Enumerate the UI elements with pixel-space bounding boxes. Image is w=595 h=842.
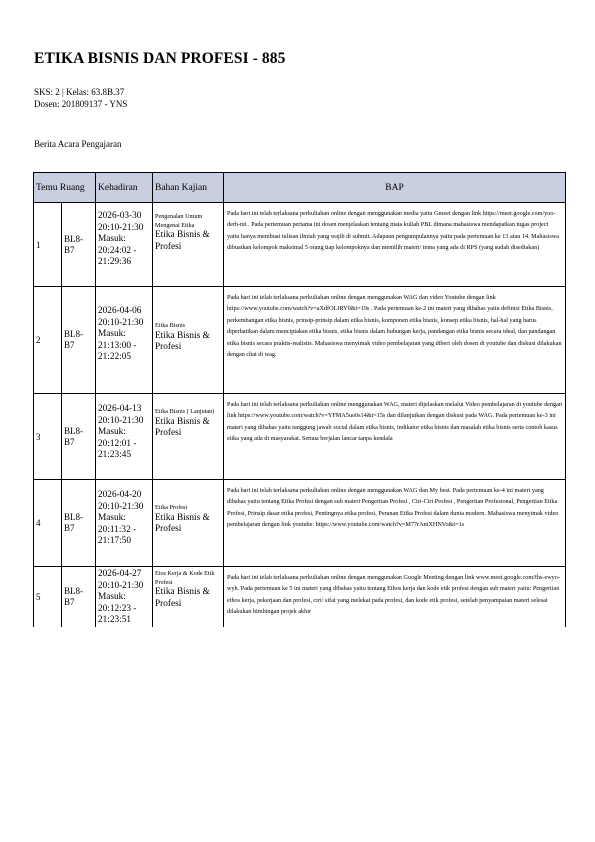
status: Masuk:	[98, 427, 126, 438]
waktu-masuk: 20:24:02 -	[98, 245, 137, 256]
cell-temu: 2	[34, 287, 62, 394]
waktu-keluar: 21:23:45	[98, 450, 132, 461]
jadwal: 20:10-21:30	[98, 222, 144, 233]
dosen-info: Dosen: 201809137 - YNS	[34, 99, 128, 109]
header-ruang: Ruang	[59, 182, 85, 193]
cell-bahan-kajian	[153, 567, 224, 627]
waktu-masuk: 20:12:01 -	[98, 438, 137, 449]
waktu-masuk: 21:13:00 -	[98, 340, 137, 351]
topik: Etos Kerja & Kode Etik Profesi	[155, 570, 215, 586]
cell-bap: Pada hari ini telah terlaksana perkuliahan online dengan menggunakan media yaitu Gmeet dengan link https://meet.google.com/yoo-derh-nit . Pada pertemuan pertama ini dosen menjelaskan tentang mata kuliah PBL dimana mahasiswa mendapatkan tugas project yaitu hanya membuat tulisan ilmiah yang wajib di submit. Adapaun pengumpulannya yaitu pada pertemuan ke 13 atau 14. Mahasiswa dibuatkan kelompok maksimal 5 orang tiap kelompoknya dan memilih materi/ tema yang ada di RPS (yang sudah disediakan)	[224, 203, 566, 287]
cell-ruang: BL8-B7	[62, 394, 96, 480]
matkul: Etika Bisnis & Profesi	[155, 587, 210, 609]
cell-bahan-kajian	[153, 480, 224, 567]
jadwal: 20:10-21:30	[98, 501, 144, 512]
cell-temu: 3	[34, 394, 62, 480]
cell-ruang: BL8-B7	[62, 567, 96, 627]
header-temu-ruang	[34, 173, 96, 203]
cell-bap: Pada hari ini telah terlaksana perkuliahan online dengan menggunakan WAG dan video Youtube dengan link https://www.youtube.com/watch?v=aXdfOLIRY0&t=19s . Pada pertemuan ke-2 ini materi yang dibahas yaitu definisi Etika Bisnis, perkembangan etika bisnis, prinsip-prinsip dalam etika bisnis, komponen etika bisnis, konsep etika bisnis, hal-hal yang harus diperhatikan dalam menciptakan etika bisnis, etika bisnis dalam hubungan kerja, pandangan etika bisnis secara ideal, dan pandangan etika bisnis secara praktis-realistis. Mahasiswa menyimak video pembelajaran yang diberi oleh dosen di youtube dan diskusi dilakukan dengan chat di wag.	[224, 287, 566, 394]
sks-kelas-info: SKS: 2 | Kelas: 63.8B.37	[34, 87, 125, 97]
cell-ruang: BL8-B7	[62, 480, 96, 567]
status: Masuk:	[98, 592, 126, 603]
tanggal: 2026-04-06	[98, 306, 142, 316]
topik: Etika Profesi	[155, 504, 188, 511]
bap-table	[33, 172, 566, 627]
jadwal: 20:10-21:30	[98, 317, 144, 328]
cell-ruang: BL8-B7	[62, 203, 96, 287]
cell-kehadiran	[96, 203, 153, 287]
cell-bahan-kajian	[153, 203, 224, 287]
cell-ruang: BL8-B7	[62, 287, 96, 394]
cell-temu: 1	[34, 203, 62, 287]
tanggal: 2026-04-27	[98, 569, 142, 579]
header-bap: BAP	[224, 173, 566, 203]
header-temu: Temu	[36, 182, 58, 193]
cell-bap: Pada hari ini telah terlaksana perkuliahan online menggunakan WAG, materi dijelaskan melalui Video pembelajaran di youtube dengan link https://www.youtube.com/watch?v=YFMA5uo0s14&t=15s dan dilanjutkan dengan diskusi pada WAG. Pada pertemuan ke-3 ini materi yang dibahas yaitu tanggung jawab social dalam etika bisnis, indikator etika bisnis dan masalah etika bisnis serta contoh kasus etika yang ada di masyarakat. Semua berjalan lancar tanpa kendala	[224, 394, 566, 480]
cell-temu: 4	[34, 480, 62, 567]
tanggal: 2026-03-30	[98, 211, 142, 221]
table-row	[34, 287, 566, 394]
matkul: Etika Bisnis & Profesi	[155, 330, 210, 353]
table-row	[34, 203, 566, 287]
status: Masuk:	[98, 329, 126, 340]
cell-bap: Pada hari ini telah terlaksana perkuliahan online dengan menggunakan WAG dan My best. Pada pertemuan ke-4 ini materi yang dibahas yaitu tentang Etika Profesi dengan sub materi Pengertian Profesi , Ciri-Ciri Profesi , Pengertian Profesional, Pengertian Etika Profesi, Prinsip dasar etika profesi, Pentingnya etika profesi, Peranan Etika Profesi dalam dunia modern. Mahasiswa menyimak video pembelajaran dengan link youtube: https://www.youtube.com/watch?v=M77rAmXHNVo&t=1s	[224, 480, 566, 567]
cell-kehadiran	[96, 287, 153, 394]
table-row	[34, 480, 566, 567]
waktu-masuk: 20:11:32 -	[98, 524, 137, 535]
waktu-keluar: 21:23:51	[98, 615, 132, 626]
waktu-keluar: 21:22:05	[98, 352, 132, 363]
waktu-keluar: 21:17:50	[98, 536, 132, 547]
topik: Etika Bisnis	[155, 322, 186, 329]
cell-kehadiran	[96, 480, 153, 567]
header-kehadiran: Kehadiran	[96, 173, 153, 203]
status: Masuk:	[98, 234, 126, 245]
status: Masuk:	[98, 513, 126, 524]
tanggal: 2026-04-20	[98, 490, 142, 500]
jadwal: 20:10-21:30	[98, 580, 144, 591]
matkul: Etika Bisnis & Profesi	[155, 416, 210, 439]
cell-bahan-kajian	[153, 287, 224, 394]
cell-bahan-kajian	[153, 394, 224, 480]
section-title: Berita Acara Pengajaran	[34, 139, 122, 149]
table-row	[34, 394, 566, 480]
table-row	[34, 567, 566, 627]
table-header-row	[34, 173, 566, 203]
topik: Etika Bisnis ( Lanjutan)	[155, 408, 215, 415]
topik: Pengenalan Umum Mengenai Etika	[155, 213, 203, 229]
waktu-keluar: 21:29:36	[98, 257, 132, 268]
cell-temu: 5	[34, 567, 62, 627]
header-bahan-kajian: Bahan Kajian	[153, 173, 224, 203]
cell-kehadiran	[96, 567, 153, 627]
matkul: Etika Bisnis & Profesi	[155, 512, 210, 535]
jadwal: 20:10-21:30	[98, 415, 144, 426]
document-title: ETIKA BISNIS DAN PROFESI - 885	[34, 50, 286, 67]
matkul: Etika Bisnis & Profesi	[155, 230, 210, 252]
cell-bap: Pada hari ini telah terlaksana perkuliahan online dengan menggunakan Google Meeting dengan link www.meet.google.com/fhs-ewyo-wyh. Pada pertemuan ke 5 ini materi yang dibahas yaitu tentang Ethos kerja dan kode etik profesi dengan sub materi yaitu: Pengertian ethos kerja, pekerjaan dan profesi, ciri/ sifat yang melekat pada profesi, dan kode etik profesi, setelah penyampaian materi selesai dilakukan bimbingan projek akhir	[224, 567, 566, 627]
tanggal: 2026-04-13	[98, 404, 142, 414]
waktu-masuk: 20:12:23 -	[98, 603, 137, 614]
cell-kehadiran	[96, 394, 153, 480]
